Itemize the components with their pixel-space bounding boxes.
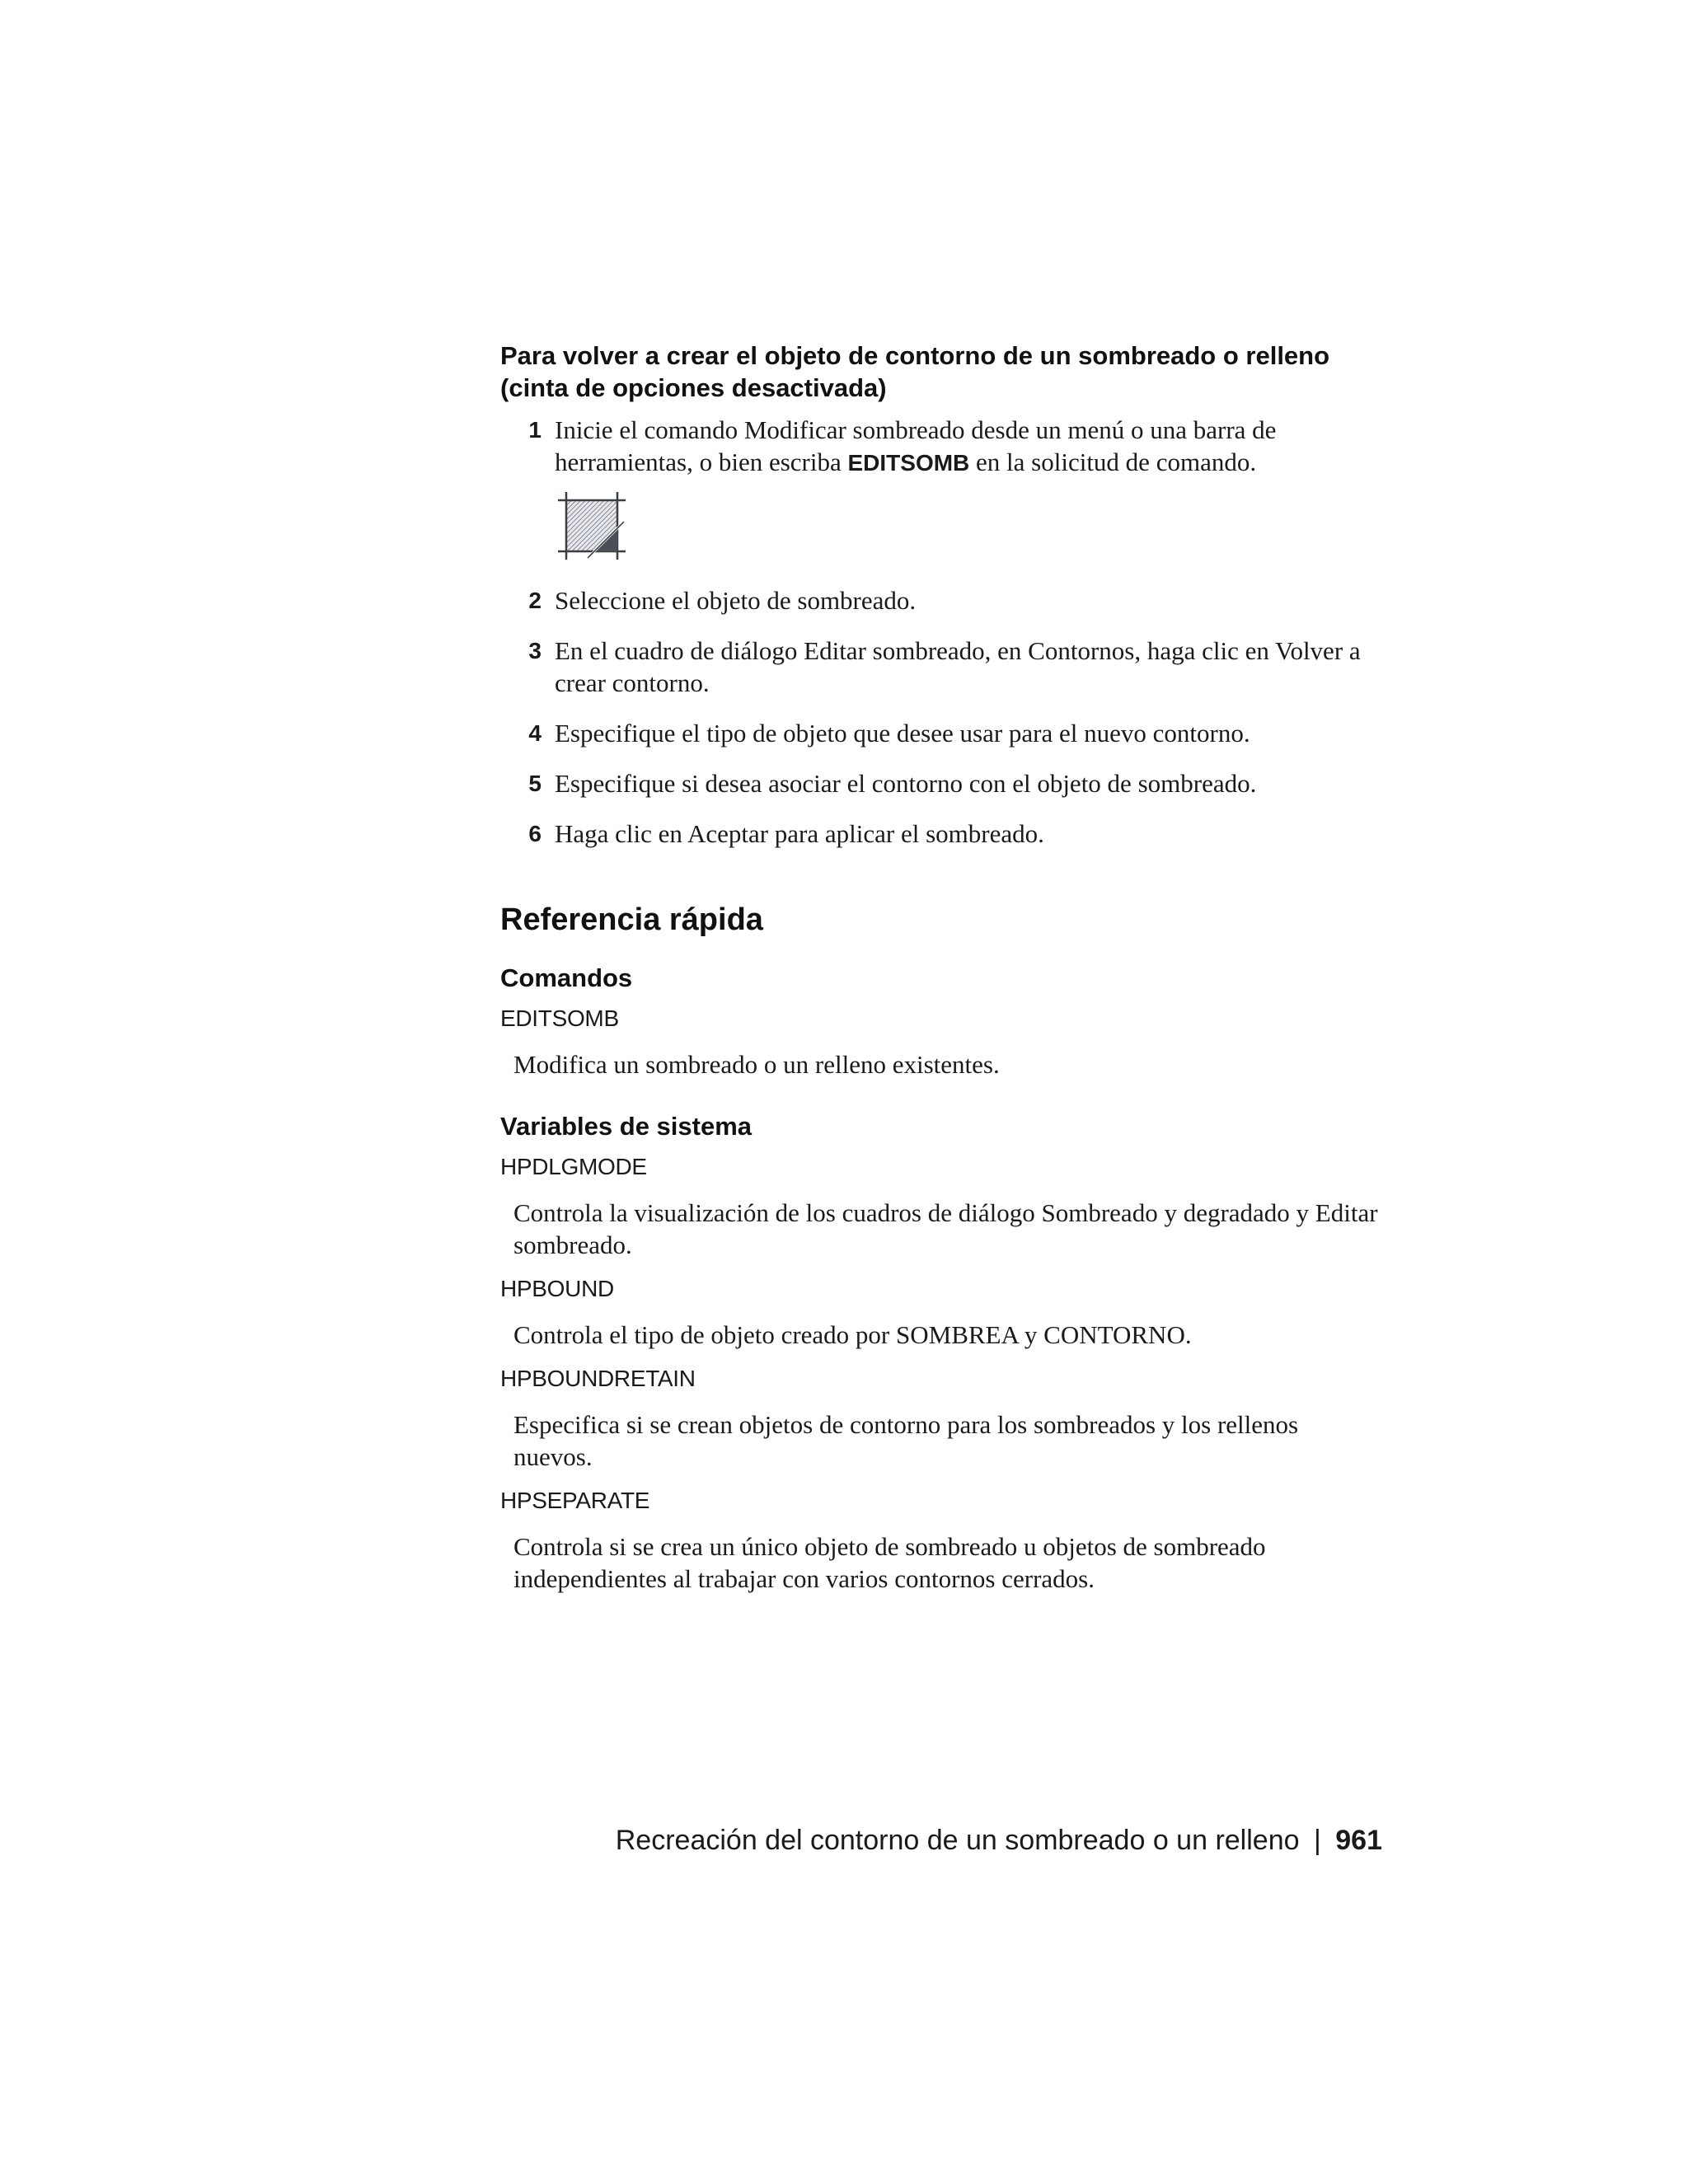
step-number: 6 — [528, 821, 542, 846]
step-text: En el cuadro de diálogo Editar sombreado, en Contornos, haga clic en Volver a crear contorno. — [555, 636, 1361, 697]
page-footer — [616, 1823, 1382, 1858]
step-text: Especifique el tipo de objeto que desee usar para el nuevo contorno. — [555, 719, 1250, 748]
quick-reference-heading: Referencia rápida — [500, 902, 763, 937]
variable-description: Controla si se crea un único objeto de sombreado u objetos de sombreado independientes al trabajar con varios contornos cerrados. — [513, 1532, 1266, 1593]
variable-term: HPBOUND — [500, 1276, 614, 1301]
page-number: 961 — [1335, 1825, 1382, 1856]
procedure-steps — [500, 414, 1382, 850]
step-4 — [500, 717, 1382, 749]
step-3 — [500, 635, 1382, 699]
variable-description: Controla el tipo de objeto creado por SOMBREA y CONTORNO. — [513, 1320, 1192, 1349]
step-text: Seleccione el objeto de sombreado. — [555, 586, 917, 615]
command-name: EDITSOMB — [847, 450, 970, 476]
commands-heading: Comandos — [500, 963, 633, 992]
step-number: 1 — [528, 417, 542, 443]
variable-term: HPSEPARATE — [500, 1488, 650, 1513]
step-text-before: Inicie el comando Modificar sombreado desde un menú o una barra de herramientas, o bien escriba — [555, 415, 1277, 476]
variable-description: Controla la visualización de los cuadros de diálogo Sombreado y degradado y Editar sombreado. — [513, 1198, 1378, 1259]
variable-term: HPBOUNDRETAIN — [500, 1366, 696, 1391]
step-number: 4 — [528, 720, 542, 746]
step-text: Haga clic en Aceptar para aplicar el sombreado. — [555, 819, 1044, 848]
step-number: 5 — [528, 771, 542, 796]
main-content — [500, 340, 1382, 1624]
step-text-after: en la solicitud de comando. — [969, 448, 1257, 476]
edit-hatch-icon — [555, 489, 629, 563]
step-text — [555, 415, 1276, 476]
step-1 — [500, 414, 1382, 563]
footer-title: Recreación del contorno de un sombreado o un relleno — [615, 1825, 1300, 1856]
step-text: Especifique si desea asociar el contorno con el objeto de sombreado. — [555, 769, 1257, 798]
system-variables-heading: Variables de sistema — [500, 1112, 753, 1141]
step-number: 2 — [528, 588, 542, 613]
step-number: 3 — [528, 638, 542, 663]
system-variables-section — [500, 1110, 1382, 1595]
variable-description: Especifica si se crean objetos de contorno para los sombreados y los rellenos nuevos. — [513, 1410, 1299, 1471]
command-term: EDITSOMB — [500, 1005, 619, 1031]
procedure-heading: Para volver a crear el objeto de contorno de un sombreado o relleno (cinta de opciones desactivada) — [500, 341, 1330, 402]
variable-term: HPDLGMODE — [500, 1154, 647, 1179]
commands-section — [500, 962, 1382, 1080]
command-description: Modifica un sombreado o un relleno existentes. — [513, 1050, 1000, 1079]
footer-separator: | — [1313, 1825, 1321, 1856]
step-6 — [500, 818, 1382, 850]
step-2 — [500, 584, 1382, 616]
step-5 — [500, 767, 1382, 799]
